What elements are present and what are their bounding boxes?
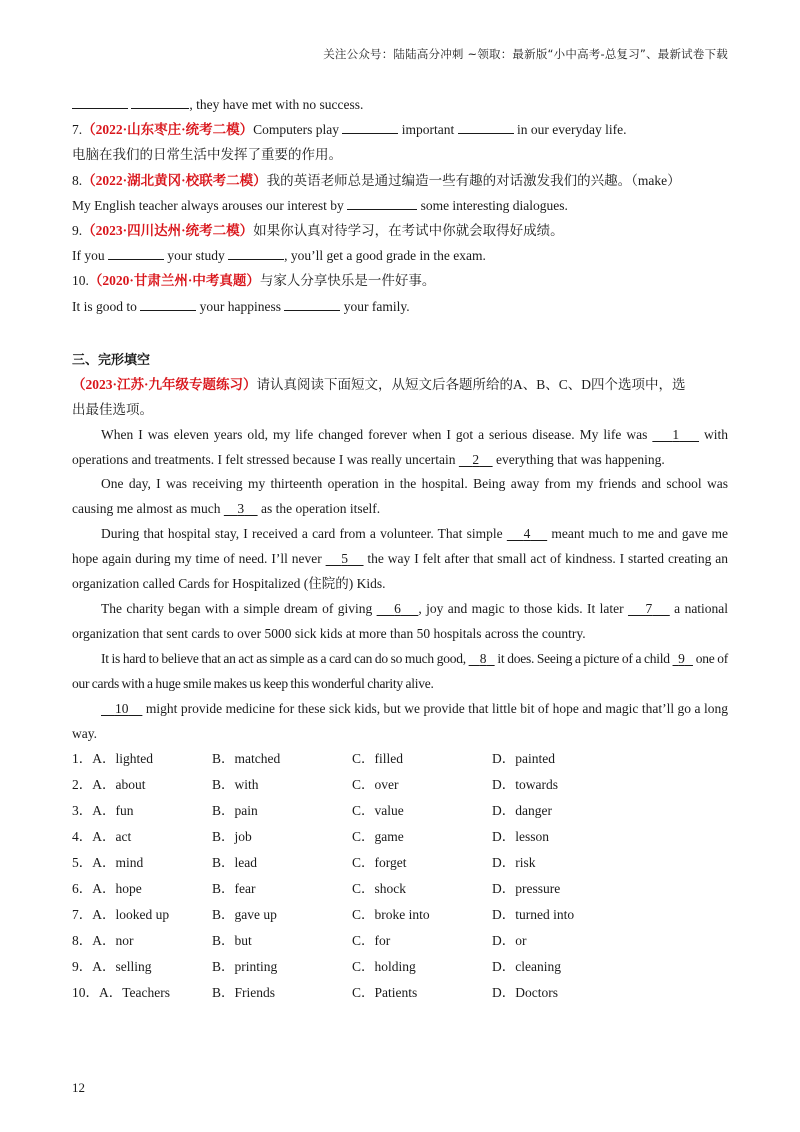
question-source: （2022·湖北黄冈·校联考二模）	[82, 172, 267, 188]
text: it does. Seeing a picture of a child	[497, 650, 670, 666]
option: C．forget	[352, 855, 407, 871]
text: It is good to	[72, 298, 137, 314]
gap-number: 7	[645, 600, 653, 616]
option: D．Doctors	[492, 984, 558, 1000]
gap-number: 10	[114, 700, 129, 716]
gap-number: 2	[472, 451, 480, 467]
text: , joy and magic to those kids. It later	[418, 600, 624, 616]
line-continuation	[72, 92, 728, 117]
option: 8．A．nor	[72, 932, 134, 948]
text: your family.	[343, 298, 410, 314]
option-row	[72, 772, 728, 798]
gap-2	[459, 452, 493, 467]
text: , they have met with no success.	[189, 97, 364, 112]
text: If you	[72, 248, 105, 264]
text: national organization that sent cards to over 5000 sick kids at more than 50 hospitals across the country.	[72, 600, 729, 641]
option: D．pressure	[492, 880, 561, 896]
blank	[342, 120, 398, 134]
question-source: （2023·江苏·九年级专题练习）	[72, 376, 257, 392]
text: your happiness	[199, 298, 282, 314]
text: creating an organization called Cards for Hospitalized (住院的) Kids.	[72, 551, 729, 592]
option: D．turned into	[492, 906, 575, 922]
option-row	[72, 928, 728, 954]
text: one of our cards with a huge smile makes us keep this wonderful charity alive.	[72, 650, 729, 691]
passage-paragraph-1	[72, 423, 728, 473]
text: a	[674, 600, 681, 616]
gap-number: 3	[237, 501, 245, 517]
option-row	[72, 850, 728, 876]
passage-paragraph-2	[72, 472, 728, 522]
gap-number: 8	[479, 650, 487, 666]
gap-number: 9	[678, 650, 685, 666]
text: might provide medicine for these sick kids, but we provide that little bit of hope and magic that’ll go	[145, 700, 692, 716]
gap-9	[673, 651, 693, 666]
option: D．risk	[492, 855, 536, 871]
option: C．Patients	[352, 984, 418, 1000]
question-number: 8.	[72, 172, 83, 188]
question-10	[72, 268, 728, 293]
text: Computers play	[253, 122, 340, 138]
gap-number: 6	[394, 600, 401, 616]
option: 4．A．act	[72, 829, 132, 845]
blank	[458, 120, 514, 134]
option-row	[72, 798, 728, 824]
option: B．fear	[212, 880, 256, 896]
text: My English teacher always arouses our interest by	[72, 197, 344, 213]
option: 10．A．Teachers	[72, 984, 171, 1000]
gap-5	[326, 551, 364, 566]
option: B．but	[212, 932, 252, 948]
question-8	[72, 168, 728, 193]
gap-8	[469, 651, 495, 666]
text: 我的英语老师总是通过编造一些有趣的对话激发我们的兴趣。（make）	[266, 172, 681, 188]
text: 请认真阅读下面短文，从短文后各题所给的A、B、C、D四个选项中，选	[256, 376, 686, 392]
option: D．lesson	[492, 829, 549, 845]
option: C．broke into	[352, 906, 430, 922]
text: 如果你认真对待学习，在考试中你就会取得好成绩。	[253, 223, 564, 239]
option: C．game	[352, 829, 404, 845]
question-number: 7.	[72, 122, 83, 138]
text: a long way.	[72, 700, 729, 741]
passage-paragraph-4	[72, 597, 728, 647]
section-title: 三、完形填空	[72, 352, 151, 368]
option: C．holding	[352, 958, 416, 974]
option: 1．A．lighted	[72, 751, 153, 767]
text: with	[704, 426, 729, 442]
option: 5．A．mind	[72, 855, 144, 871]
question-7-chinese: 电脑在我们的日常生活中发挥了重要的作用。	[72, 147, 342, 163]
options-list	[72, 746, 728, 1005]
passage-paragraph-5	[72, 647, 728, 697]
blank	[140, 297, 196, 311]
gap-3	[224, 501, 258, 516]
option-row	[72, 954, 728, 980]
blank	[284, 297, 340, 311]
option: C．over	[352, 777, 399, 793]
text: , you’ll get a good grade in the exam.	[284, 248, 486, 264]
question-source: （2022·山东枣庄·统考二模）	[82, 122, 254, 138]
gap-number: 1	[672, 426, 680, 442]
text: operations and treatments. I felt stressed because I was really uncertain	[72, 451, 456, 467]
question-7	[72, 117, 728, 142]
blank	[347, 196, 417, 210]
text: the way I felt after that small act of kindness. I started	[367, 551, 665, 567]
section-intro	[72, 373, 728, 398]
text: your study	[167, 248, 225, 264]
text: everything that was happening.	[495, 451, 665, 467]
option: D．towards	[492, 777, 558, 793]
blank	[72, 95, 128, 109]
gap-4	[507, 526, 547, 541]
option: B．job	[212, 829, 252, 845]
option: D．or	[492, 932, 527, 948]
option: C．for	[352, 932, 391, 948]
gap-number: 5	[341, 551, 348, 567]
gap-6	[377, 601, 419, 616]
page-header: 关注公众号：陆陆高分冲刺 ~领取：最新版“小中高考-总复习”、最新试卷下载	[323, 47, 728, 61]
text: some interesting dialogues.	[420, 197, 568, 213]
option-row	[72, 980, 728, 1006]
question-10-english	[72, 294, 728, 319]
option: B．matched	[212, 751, 281, 767]
text: in our everyday life.	[517, 122, 627, 138]
text: When I was eleven years old, my life changed forever when I got a serious disease. My life was	[101, 426, 648, 442]
question-8-english	[72, 193, 728, 218]
page-content	[72, 92, 728, 1005]
option-row	[72, 902, 728, 928]
text: meant much to me and gave	[551, 526, 708, 542]
text: me hope again during my time of need. I’ll never	[72, 526, 729, 567]
text: as the operation itself.	[260, 501, 381, 517]
question-source: （2023·四川达州·统考二模）	[82, 223, 254, 239]
text: One day, I was receiving my thirteenth operation in the hospital. Being away from my friends and school was	[101, 476, 728, 492]
option-row	[72, 824, 728, 850]
question-number: 9.	[72, 223, 83, 239]
text: The charity began with a simple dream of giving	[101, 600, 373, 616]
text: It is hard to believe that an act as simple as a card can do so much good,	[101, 650, 466, 666]
option: D．cleaning	[492, 958, 561, 974]
option: B．printing	[212, 958, 278, 974]
option: D．danger	[492, 803, 552, 819]
option: B．Friends	[212, 984, 276, 1000]
option: D．painted	[492, 751, 555, 767]
option: B．gave up	[212, 906, 277, 922]
option: 3．A．fun	[72, 803, 134, 819]
option: C．value	[352, 803, 404, 819]
option: 2．A．about	[72, 777, 146, 793]
option: B．pain	[212, 803, 258, 819]
gap-10	[101, 701, 142, 716]
gap-1	[652, 427, 699, 442]
option: B．lead	[212, 855, 257, 871]
option: C．shock	[352, 880, 406, 896]
option: B．with	[212, 777, 259, 793]
option: 7．A．looked up	[72, 906, 170, 922]
blank	[131, 95, 189, 109]
passage-paragraph-3	[72, 522, 728, 597]
option-row	[72, 876, 728, 902]
text: 与家人分享快乐是一件好事。	[259, 273, 436, 289]
page-number: 12	[72, 1080, 85, 1095]
option: 6．A．hope	[72, 880, 142, 896]
passage-paragraph-6	[72, 697, 728, 747]
blank	[228, 246, 284, 260]
question-number: 10.	[72, 273, 89, 289]
option: C．filled	[352, 751, 403, 767]
gap-7	[628, 601, 670, 616]
option-row	[72, 746, 728, 772]
text: During that hospital stay, I received a card from a volunteer. That simple	[101, 526, 503, 542]
option: 9．A．selling	[72, 958, 152, 974]
gap-number: 4	[523, 526, 531, 542]
question-source: （2020·甘肃兰州·中考真题）	[88, 273, 260, 289]
text: important	[401, 122, 455, 138]
text: causing me almost as much	[72, 501, 221, 517]
blank	[108, 246, 164, 260]
section-intro-cont: 出最佳选项。	[72, 401, 153, 417]
question-9-english	[72, 243, 728, 268]
question-9	[72, 218, 728, 243]
